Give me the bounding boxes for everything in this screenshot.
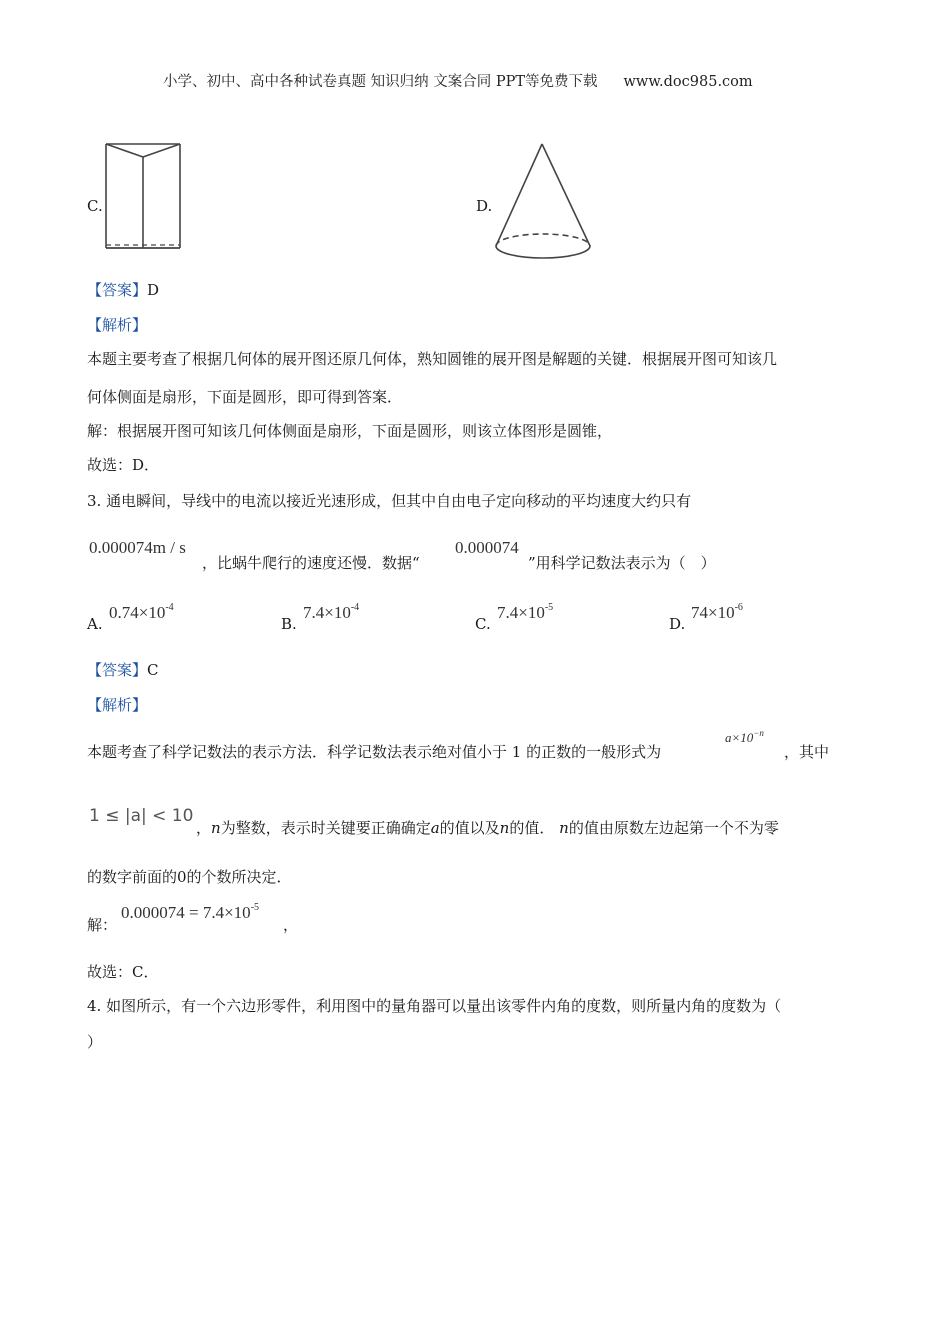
answer-tag: 【答案】 <box>87 281 148 299</box>
page-header <box>163 70 753 91</box>
q3-general-form: $a\times 10^{-n}$ <box>725 728 764 745</box>
q3-analysis-tag: 【解析】 <box>87 696 148 714</box>
header-text: 小学、初中、高中各种试卷真题 知识归纳 文案合同 PPT等免费下载 <box>163 74 598 90</box>
q3-data-value: 0.000074 <box>455 538 519 557</box>
q3-option-c-expr: $7.4\times 10^{-5}$ <box>497 602 554 622</box>
cone-figure <box>490 138 600 266</box>
q3-option-b-expr: $7.4\times 10^{-4}$ <box>303 602 360 622</box>
q2-option-c-label: C. <box>87 197 103 215</box>
q4-stem-line2: ） <box>87 1033 103 1051</box>
q3-option-d-label: D. <box>669 615 686 633</box>
triangular-prism-figure <box>100 140 190 255</box>
q3-stem-line1: 3. 通电瞬间，导线中的电流以接近光速形成，但其中自由电子定向移动的平均速度大约只有 <box>87 492 692 510</box>
q2-answer <box>87 280 159 300</box>
answer-tag: 【答案】 <box>87 661 148 679</box>
q2-option-d-label: D. <box>476 197 493 215</box>
q3-analysis-line3: 的数字前面的0的个数所决定． <box>87 868 292 886</box>
q2-analysis-line2: 何体侧面是扇形，下面是圆形，即可得到答案． <box>87 388 403 406</box>
q3-option-b-label: B. <box>281 615 297 633</box>
q3-option-d-expr: $74\times 10^{-6}$ <box>691 602 743 622</box>
q3-answer <box>87 660 159 680</box>
q2-solution: 解：根据展开图可知该几何体侧面是扇形，下面是圆形，则该立体图形是圆锥， <box>87 422 613 440</box>
answer-value: D <box>147 281 160 299</box>
q2-conclusion: 故选：D． <box>87 456 160 474</box>
q3-analysis-line1: 本题考查了科学记数法的表示方法．科学记数法表示绝对值小于 1 的正数的一般形式为 <box>87 743 662 761</box>
q3-solution-suffix: ， <box>283 916 299 934</box>
q2-analysis-line1: 本题主要考查了根据几何体的展开图还原几何体，熟知圆锥的展开图是解题的关键．根据展开图可知该几 <box>87 350 778 368</box>
q2-analysis-tag: 【解析】 <box>87 316 148 334</box>
header-site: www.doc985.com <box>623 74 753 90</box>
q3-speed-value: 0.000074m / s <box>89 538 186 557</box>
q3-stem-end: ”用科学记数法表示为（ ） <box>528 554 716 572</box>
q3-analysis-line1-end: ，其中 <box>784 743 830 761</box>
q4-stem-line1: 4. 如图所示，有一个六边形零件，利用图中的量角器可以量出该零件内角的度数，则所量内角的度数为（ <box>87 997 782 1015</box>
q3-solution-expr: $0.000074 = 7.4\times 10^{-5}$ <box>121 902 260 922</box>
q3-solution-prefix: 解： <box>87 916 118 934</box>
q3-condition: 1 ≤ |a| < 10 <box>89 806 194 826</box>
q3-option-c-label: C. <box>475 615 491 633</box>
answer-value: C <box>147 661 159 679</box>
q3-analysis-line2: ，n为整数，表示时关键要正确确定a的值以及n的值． n的值由原数左边起第一个不为零 <box>196 819 779 837</box>
q3-option-a-expr: $0.74\times 10^{-4}$ <box>109 602 174 622</box>
q3-option-a-label: A. <box>87 615 103 633</box>
q3-conclusion: 故选：C． <box>87 963 159 981</box>
q3-stem-mid: ，比蜗牛爬行的速度还慢．数据“ <box>202 554 420 572</box>
